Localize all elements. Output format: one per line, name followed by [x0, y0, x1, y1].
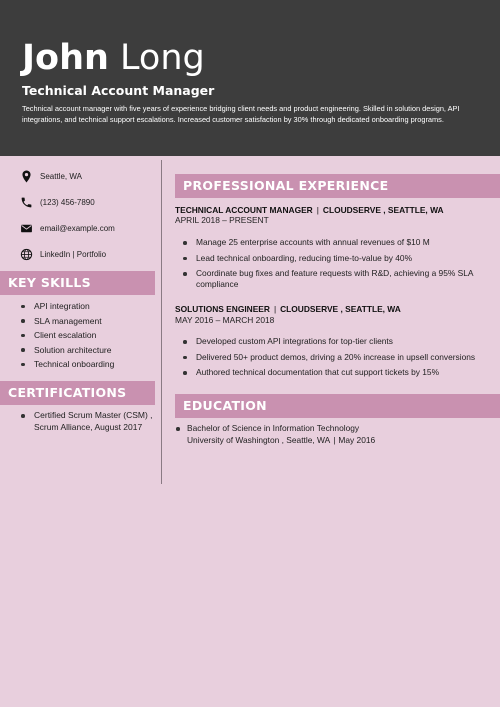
job-heading [175, 205, 444, 215]
experience-heading: PROFESSIONAL EXPERIENCE [175, 174, 500, 198]
list-item: Delivered 50+ product demos, driving a 20% increase in upsell conversions [182, 352, 482, 363]
candidate-name [22, 38, 205, 78]
skills-list [20, 299, 114, 372]
certifications-heading: CERTIFICATIONS [0, 381, 155, 405]
list-item: Technical onboarding [20, 357, 114, 372]
list-item: SLA management [20, 314, 114, 329]
summary: Technical account manager with five years of experience bridging client needs and product engineering. Skilled in solution design, API integrations, and technical support escalations. Increased customer satisfaction by 30% through dedicated onboarding programs. [22, 104, 460, 124]
list-item: Lead technical onboarding, reducing time-to-value by 40% [182, 253, 482, 264]
map-pin-icon [20, 170, 33, 183]
company-text: CLOUDSERVE , SEATTLE, WA [322, 205, 444, 215]
job-title: Technical Account Manager [22, 83, 215, 98]
job-separator: | [316, 205, 319, 215]
list-item: Client escalation [20, 328, 114, 343]
list-item: Certified Scrum Master (CSM) , Scrum Alliance, August 2017 [20, 410, 155, 433]
column-divider [161, 160, 162, 484]
education-entry [175, 423, 485, 446]
list-item: Developed custom API integrations for top-tier clients [182, 336, 482, 347]
last-name: Long [120, 38, 205, 78]
job-title-text: TECHNICAL ACCOUNT MANAGER [175, 205, 313, 215]
education-heading: EDUCATION [175, 394, 500, 418]
email-text[interactable]: email@example.com [40, 223, 115, 233]
location-text: Seattle, WA [40, 171, 82, 181]
job-bullets [182, 237, 482, 295]
job-dates: MAY 2016 – MARCH 2018 [175, 315, 275, 325]
first-name: John [22, 38, 109, 78]
phone-text: (123) 456-7890 [40, 197, 95, 207]
email-icon [20, 222, 33, 235]
phone-icon [20, 196, 33, 209]
degree-text: Bachelor of Science in Information Technology [175, 423, 485, 435]
globe-icon [20, 248, 33, 261]
school-text: University of Washington , Seattle, WA [187, 434, 331, 445]
list-item: Solution architecture [20, 343, 114, 358]
job-separator: | [273, 304, 277, 314]
school-line [175, 435, 485, 447]
job-heading [175, 304, 401, 314]
contact-location [20, 168, 82, 184]
skills-heading: KEY SKILLS [0, 271, 155, 295]
contact-links [20, 246, 106, 262]
list-item: Authored technical documentation that cut support tickets by 15% [182, 367, 482, 378]
company-text: CLOUDSERVE , SEATTLE, WA [280, 304, 401, 314]
links-text[interactable]: LinkedIn | Portfolio [40, 249, 107, 259]
certifications-list [20, 410, 155, 433]
graduation-date: May 2016 [338, 434, 376, 445]
list-item: Manage 25 enterprise accounts with annual revenues of $10 M [182, 237, 482, 248]
list-item: Coordinate bug fixes and feature requests with R&D, achieving a 95% SLA compliance [182, 268, 482, 290]
school-separator: | [333, 434, 336, 445]
list-item: API integration [20, 299, 114, 314]
job-bullets [182, 336, 482, 383]
resume-header [0, 0, 500, 156]
job-dates: APRIL 2018 – PRESENT [175, 215, 269, 225]
job-title-text: SOLUTIONS ENGINEER [175, 304, 270, 314]
contact-phone [20, 194, 95, 210]
contact-email [20, 220, 115, 236]
